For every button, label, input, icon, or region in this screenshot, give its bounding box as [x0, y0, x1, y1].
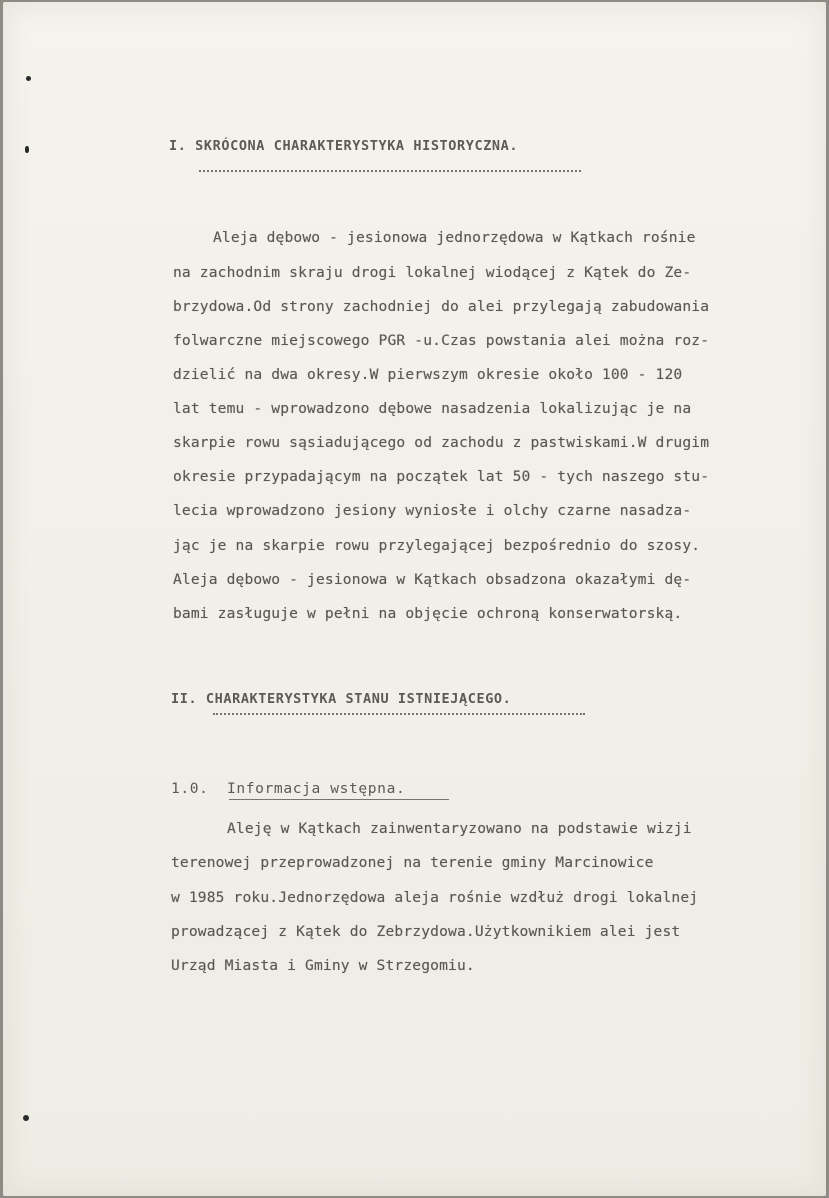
- paragraph-line: Aleja dębowo - jesionowa w Kątkach obsadzona okazałymi dę-: [173, 571, 692, 588]
- heading-underline: [229, 799, 449, 800]
- paragraph-line: dzielić na dwa okresy.W pierwszym okresie około 100 - 120: [173, 366, 683, 383]
- paragraph-line: skarpie rowu sąsiadującego od zachodu z pastwiskami.W drugim: [173, 434, 710, 451]
- paragraph-line: Urząd Miasta i Gminy w Strzegomiu.: [171, 957, 475, 974]
- paragraph-line: folwarczne miejscowego PGR -u.Czas powstania alei można roz-: [173, 332, 710, 349]
- section-heading-1: I. SKRÓCONA CHARAKTERYSTYKA HISTORYCZNA.: [169, 138, 519, 154]
- heading-underline: [199, 170, 581, 172]
- paragraph-line: Aleja dębowo - jesionowa jednorzędowa w Kątkach rośnie: [213, 229, 696, 246]
- punch-hole-mark: [26, 76, 31, 81]
- subsection-heading: Informacja wstępna.: [227, 780, 406, 797]
- paragraph-line: jąc je na skarpie rowu przylegającej bezpośrednio do szosy.: [173, 537, 701, 554]
- paragraph-line: w 1985 roku.Jednorzędowa aleja rośnie wzdłuż drogi lokalnej: [171, 889, 699, 906]
- punch-hole-mark: [25, 146, 29, 153]
- paragraph-line: prowadzącej z Kątek do Zebrzydowa.Użytkownikiem alei jest: [171, 923, 681, 940]
- paragraph-line: terenowej przeprowadzonej na terenie gminy Marcinowice: [171, 854, 654, 871]
- heading-underline: [213, 713, 585, 715]
- paragraph-line: Aleję w Kątkach zainwentaryzowano na podstawie wizji: [227, 820, 692, 837]
- section-heading-2: II. CHARAKTERYSTYKA STANU ISTNIEJĄCEGO.: [171, 691, 512, 707]
- paragraph-line: lecia wprowadzono jesiony wyniosłe i olchy czarne nasadza-: [173, 502, 692, 519]
- paragraph-line: bami zasługuje w pełni na objęcie ochroną konserwatorską.: [173, 605, 683, 622]
- document-page: [3, 2, 826, 1196]
- subsection-number: 1.0.: [171, 780, 209, 797]
- punch-hole-mark: [23, 1115, 29, 1121]
- paragraph-line: na zachodnim skraju drogi lokalnej wiodącej z Kątek do Ze-: [173, 264, 692, 281]
- paragraph-line: brzydowa.Od strony zachodniej do alei przylegają zabudowania: [173, 298, 710, 315]
- paragraph-line: okresie przypadającym na początek lat 50 - tych naszego stu-: [173, 468, 710, 485]
- paragraph-line: lat temu - wprowadzono dębowe nasadzenia lokalizując je na: [173, 400, 692, 417]
